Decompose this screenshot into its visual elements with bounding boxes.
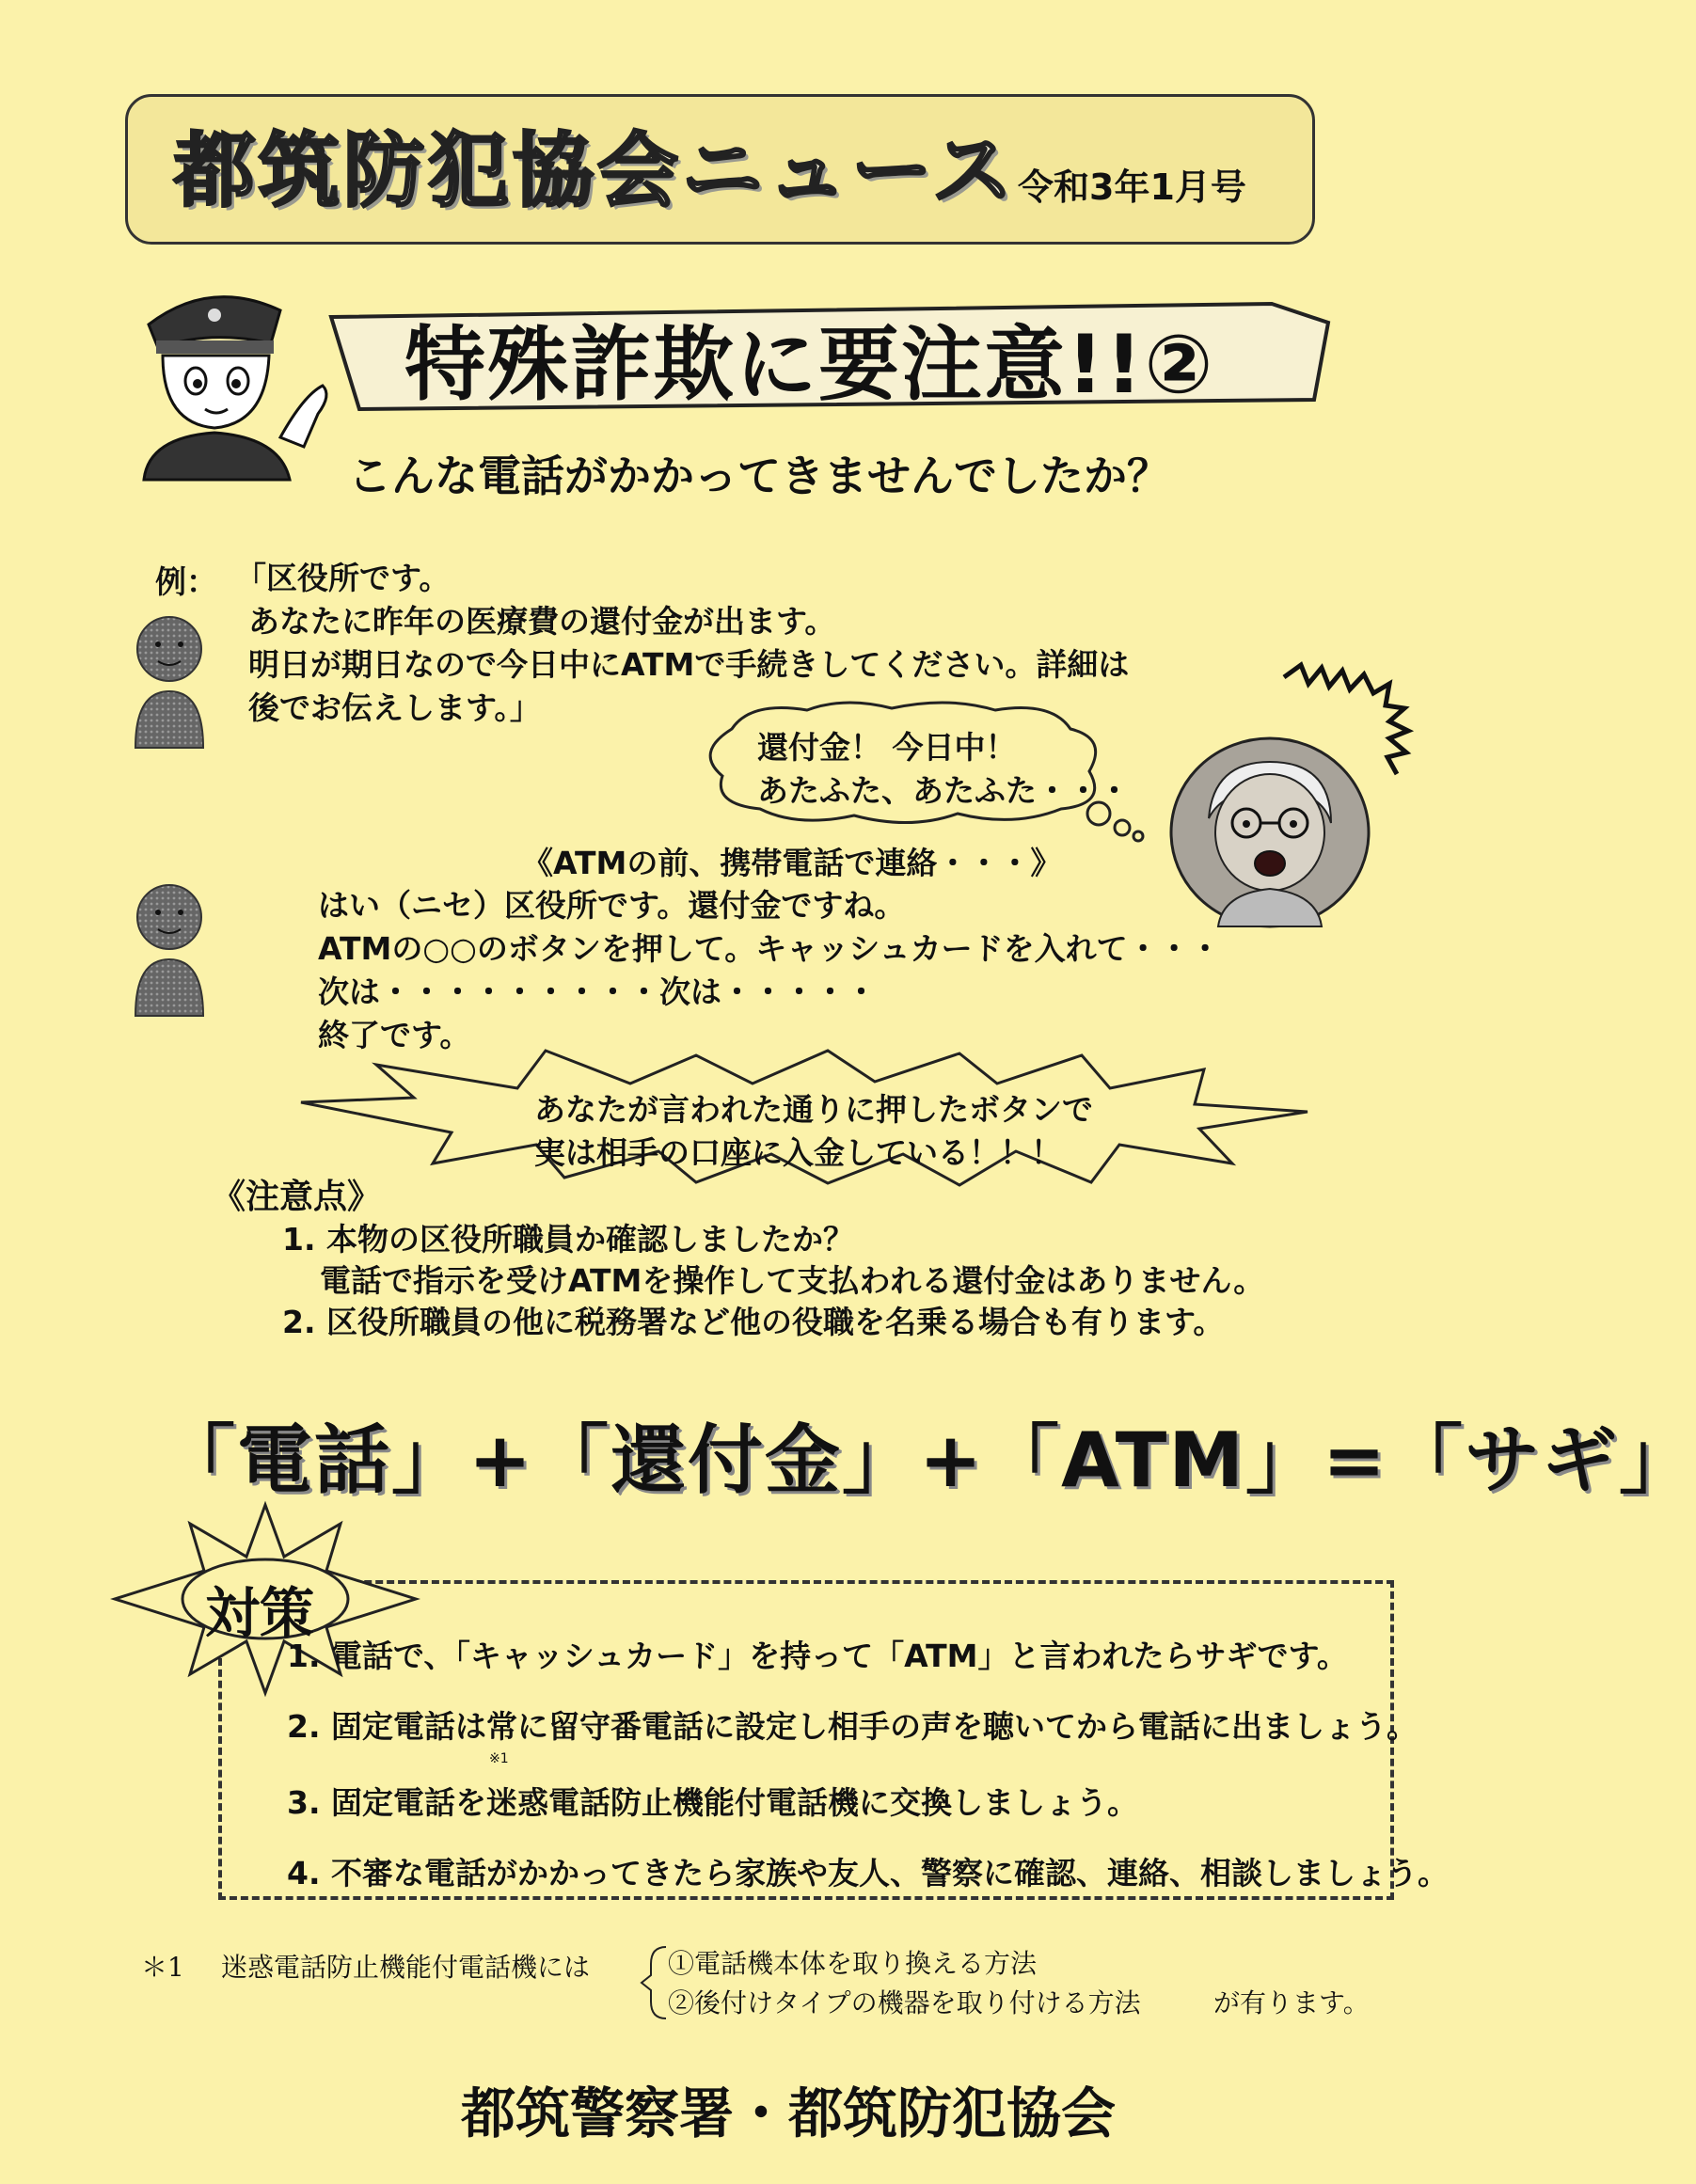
footnote-mark: ※1 (489, 1751, 509, 1766)
dialogue-line: 後でお伝えします。」 (248, 689, 541, 726)
countermeasure-item: 3. 固定電話を迷惑電話防止機能付電話機に交換しましょう。 (287, 1784, 1138, 1821)
caution-heading: 《注意点》 (212, 1178, 382, 1216)
subtitle: こんな電話がかかってきませんでしたか？ (348, 451, 1170, 501)
thought-text (757, 726, 1130, 813)
burst-text (534, 1088, 1093, 1175)
burst-line: 実は相手の口座に入金している！！！ (534, 1134, 1062, 1171)
caution-line: 1. 本物の区役所職員か確認しましたか？ (282, 1221, 854, 1258)
dialogue-line: ATMの○○のボタンを押して。キャッシュカードを入れて・・・ (318, 930, 1221, 967)
countermeasure-item: 1. 電話で、「キャッシュカード」を持って「ATM」と言われたらサギです。 (287, 1638, 1348, 1674)
thought-line: 還付金！ 今日中！ (757, 729, 1017, 766)
caller-silhouette-icon (132, 884, 207, 1016)
dialogue-line: はい（ニセ）区役所です。還付金ですね。 (318, 887, 906, 924)
footnote-text: 迷惑電話防止機能付電話機には (221, 1952, 591, 1983)
atm-dialogue (318, 884, 1221, 1057)
issue-date: 令和3年1月号 (1018, 166, 1246, 208)
dialogue-line: 「区役所です。 (235, 560, 451, 596)
dialogue-line: あなたに昨年の医療費の還付金が出ます。 (248, 603, 836, 640)
footnote-bracket (640, 1945, 668, 2020)
footnote-suffix: が有ります。 (1213, 1987, 1370, 2018)
caution-list (282, 1219, 1264, 1343)
countermeasure-item: 4. 不審な電話がかかってきたら家族や友人、警察に確認、連絡、相談しましょう。 (287, 1855, 1449, 1891)
footnote-marker: ＊1 (141, 1952, 184, 1983)
newsletter-title: 都筑防犯協会ニュース (174, 124, 1017, 218)
main-headline: 特殊詐欺に要注意!!② (404, 318, 1215, 412)
caller-silhouette-icon (132, 616, 207, 748)
countermeasure-label: 対策 (205, 1581, 315, 1645)
dialogue-line: 次は・・・・・・・・・次は・・・・・ (318, 973, 877, 1010)
police-officer-icon (130, 273, 337, 480)
countermeasure-list (287, 1632, 1449, 1893)
thought-line: あたふた、あたふた・・・ (757, 772, 1130, 809)
dialogue-line: 明日が期日なので今日中にATMで手続きしてください。詳細は (248, 646, 1130, 683)
caution-line: 2. 区役所職員の他に税務署など他の役職を名乗る場合も有ります。 (282, 1304, 1225, 1340)
countermeasure-item: 2. 固定電話は常に留守番電話に設定し相手の声を聴いてから電話に出ましょう。 (287, 1708, 1418, 1745)
dialogue-line: 終了です。 (318, 1017, 471, 1053)
footnote-option: ①電話機本体を取り換える方法 (668, 1948, 1038, 1979)
footer-organizations: 都筑警察署・都筑防犯協会 (461, 2081, 1117, 2145)
footnote-option: ②後付けタイプの機器を取り付ける方法 (668, 1987, 1141, 2018)
burst-line: あなたが言われた通りに押したボタンで (534, 1091, 1093, 1128)
fraud-equation: 「電話」+「還付金」+「ATM」=「サギ」 (160, 1416, 1696, 1504)
caution-line: 電話で指示を受けATMを操作して支払われる還付金はありません。 (320, 1262, 1265, 1299)
example-label: 例： (155, 563, 217, 600)
atm-caption: 《ATMの前、携帯電話で連絡・・・》 (522, 845, 1062, 881)
